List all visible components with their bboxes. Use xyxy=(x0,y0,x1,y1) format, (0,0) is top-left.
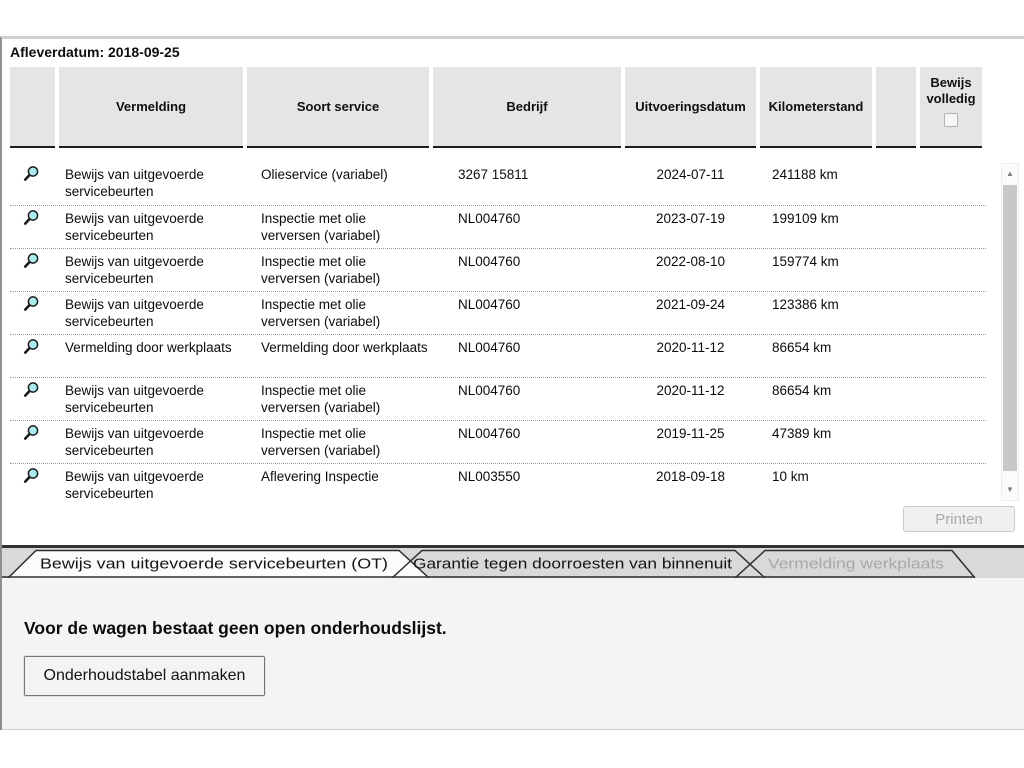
cell-uitvoeringsdatum: 2019-11-25 xyxy=(656,426,725,441)
cell-soort-service: Olieservice (variabel) xyxy=(261,167,388,182)
cell-bedrijf: NL004760 xyxy=(458,254,521,269)
magnifier-icon[interactable] xyxy=(22,424,40,446)
cell-uitvoeringsdatum: 2021-09-24 xyxy=(655,297,726,312)
cell-kilometerstand: 86654 km xyxy=(772,383,832,398)
header-bedrijf: Bedrijf xyxy=(433,67,621,148)
cell-bedrijf: NL004760 xyxy=(458,297,521,312)
header-empty-column xyxy=(876,67,916,148)
cell-empty xyxy=(876,162,916,205)
tab-label-werkplaats: Vermelding werkplaats xyxy=(768,555,944,573)
cell-empty xyxy=(876,292,916,334)
cell-soort-service: Vermelding door werkplaats xyxy=(261,340,428,355)
magnifier-icon[interactable] xyxy=(22,381,40,403)
cell-vermelding: Bewijs van uitgevoerde servicebeurten xyxy=(65,426,204,458)
cell-bewijs-volledig xyxy=(920,162,982,205)
cell-soort-service: Inspectie met olie verversen (variabel) xyxy=(261,254,381,286)
cell-vermelding: Vermelding door werkplaats xyxy=(65,340,232,355)
header-bewijs-volledig xyxy=(920,67,982,148)
cell-uitvoeringsdatum: 2023-07-19 xyxy=(655,211,726,226)
cell-bewijs-volledig xyxy=(920,378,982,420)
table-row xyxy=(10,291,986,334)
header-bewijs-volledig-label: Bewijs volledig xyxy=(926,75,976,106)
cell-uitvoeringsdatum: 2018-09-18 xyxy=(655,469,726,484)
header-soort-service: Soort service xyxy=(247,67,429,148)
cell-kilometerstand: 86654 km xyxy=(772,340,832,355)
cell-bedrijf: NL004760 xyxy=(458,426,521,441)
cell-bewijs-volledig xyxy=(920,206,982,248)
cell-soort-service: Inspectie met olie verversen (variabel) xyxy=(261,211,381,243)
cell-kilometerstand: 159774 km xyxy=(772,254,839,269)
cell-bedrijf: NL003550 xyxy=(458,469,521,484)
cell-bewijs-volledig xyxy=(920,421,982,463)
magnifier-icon[interactable] xyxy=(22,295,40,317)
cell-empty xyxy=(876,464,916,506)
row-detail-cell xyxy=(10,249,55,291)
tab-label-bewijs[interactable]: Bewijs van uitgevoerde servicebeurten (OT) xyxy=(40,555,389,573)
header-uitvoeringsdatum: Uitvoeringsdatum xyxy=(625,67,756,148)
cell-vermelding: Bewijs van uitgevoerde servicebeurten xyxy=(65,469,204,501)
cell-kilometerstand: 10 km xyxy=(772,469,809,484)
bewijs-volledig-checkbox[interactable] xyxy=(944,113,958,127)
application-window xyxy=(0,36,1024,730)
magnifier-icon[interactable] xyxy=(22,467,40,489)
cell-uitvoeringsdatum: 2024-07-11 xyxy=(656,167,725,182)
table-row xyxy=(10,205,986,248)
delivery-date-label: Afleverdatum: 2018-09-25 xyxy=(10,44,180,60)
tab-label-garantie[interactable]: Garantie tegen doorroesten van binnenuit xyxy=(413,555,733,573)
create-maintenance-table-button[interactable]: Onderhoudstabel aanmaken xyxy=(24,656,265,696)
service-history-panel xyxy=(2,39,1024,545)
cell-bewijs-volledig xyxy=(920,292,982,334)
cell-bedrijf: NL004760 xyxy=(458,383,521,398)
row-detail-cell xyxy=(10,464,55,506)
cell-vermelding: Bewijs van uitgevoerde servicebeurten xyxy=(65,254,204,286)
table-row xyxy=(10,248,986,291)
cell-bedrijf: NL004760 xyxy=(458,211,521,226)
cell-empty xyxy=(876,335,916,377)
scroll-up-icon[interactable]: ▲ xyxy=(1006,169,1014,178)
cell-empty xyxy=(876,421,916,463)
cell-kilometerstand: 199109 km xyxy=(772,211,839,226)
magnifier-icon[interactable] xyxy=(22,252,40,274)
cell-empty xyxy=(876,206,916,248)
cell-empty xyxy=(876,378,916,420)
table-row xyxy=(10,463,986,506)
magnifier-icon[interactable] xyxy=(22,338,40,360)
table-header xyxy=(10,67,986,148)
no-maintenance-message: Voor de wagen bestaat geen open onderhoudslijst. xyxy=(24,618,447,638)
row-detail-cell xyxy=(10,421,55,463)
table-row xyxy=(10,334,986,377)
vertical-scrollbar[interactable] xyxy=(1001,163,1019,501)
table-row xyxy=(10,377,986,420)
cell-uitvoeringsdatum: 2022-08-10 xyxy=(655,254,726,269)
maintenance-panel xyxy=(2,578,1024,730)
cell-bedrijf: 3267 15811 xyxy=(458,167,529,182)
scrollbar-thumb[interactable] xyxy=(1003,185,1017,471)
magnifier-icon[interactable] xyxy=(22,209,40,231)
row-detail-cell xyxy=(10,378,55,420)
row-detail-cell xyxy=(10,162,55,205)
cell-kilometerstand: 47389 km xyxy=(772,426,832,441)
header-detail-column xyxy=(10,67,55,148)
cell-bedrijf: NL004760 xyxy=(458,340,521,355)
cell-soort-service: Aflevering Inspectie xyxy=(261,469,379,484)
cell-soort-service: Inspectie met olie verversen (variabel) xyxy=(261,383,381,415)
cell-bewijs-volledig xyxy=(920,464,982,506)
magnifier-icon[interactable] xyxy=(22,165,40,187)
cell-uitvoeringsdatum: 2020-11-12 xyxy=(656,383,725,398)
tab-strip xyxy=(2,548,1024,578)
cell-bewijs-volledig xyxy=(920,249,982,291)
cell-kilometerstand: 123386 km xyxy=(772,297,839,312)
row-detail-cell xyxy=(10,206,55,248)
row-detail-cell xyxy=(10,335,55,377)
cell-vermelding: Bewijs van uitgevoerde servicebeurten xyxy=(65,297,204,329)
cell-soort-service: Inspectie met olie verversen (variabel) xyxy=(261,426,381,458)
cell-kilometerstand: 241188 km xyxy=(772,167,838,182)
cell-vermelding: Bewijs van uitgevoerde servicebeurten xyxy=(65,383,204,415)
cell-soort-service: Inspectie met olie verversen (variabel) xyxy=(261,297,381,329)
printen-button[interactable]: Printen xyxy=(903,506,1015,532)
cell-vermelding: Bewijs van uitgevoerde servicebeurten xyxy=(65,211,204,243)
scroll-down-icon[interactable]: ▼ xyxy=(1006,485,1014,494)
table-row xyxy=(10,420,986,463)
row-detail-cell xyxy=(10,292,55,334)
cell-empty xyxy=(876,249,916,291)
service-table xyxy=(10,67,986,506)
header-kilometerstand: Kilometerstand xyxy=(760,67,872,148)
table-row xyxy=(10,162,986,205)
cell-vermelding: Bewijs van uitgevoerde servicebeurten xyxy=(65,167,204,199)
cell-uitvoeringsdatum: 2020-11-12 xyxy=(656,340,725,355)
header-vermelding: Vermelding xyxy=(59,67,243,148)
table-body xyxy=(10,162,986,506)
cell-bewijs-volledig xyxy=(920,335,982,377)
